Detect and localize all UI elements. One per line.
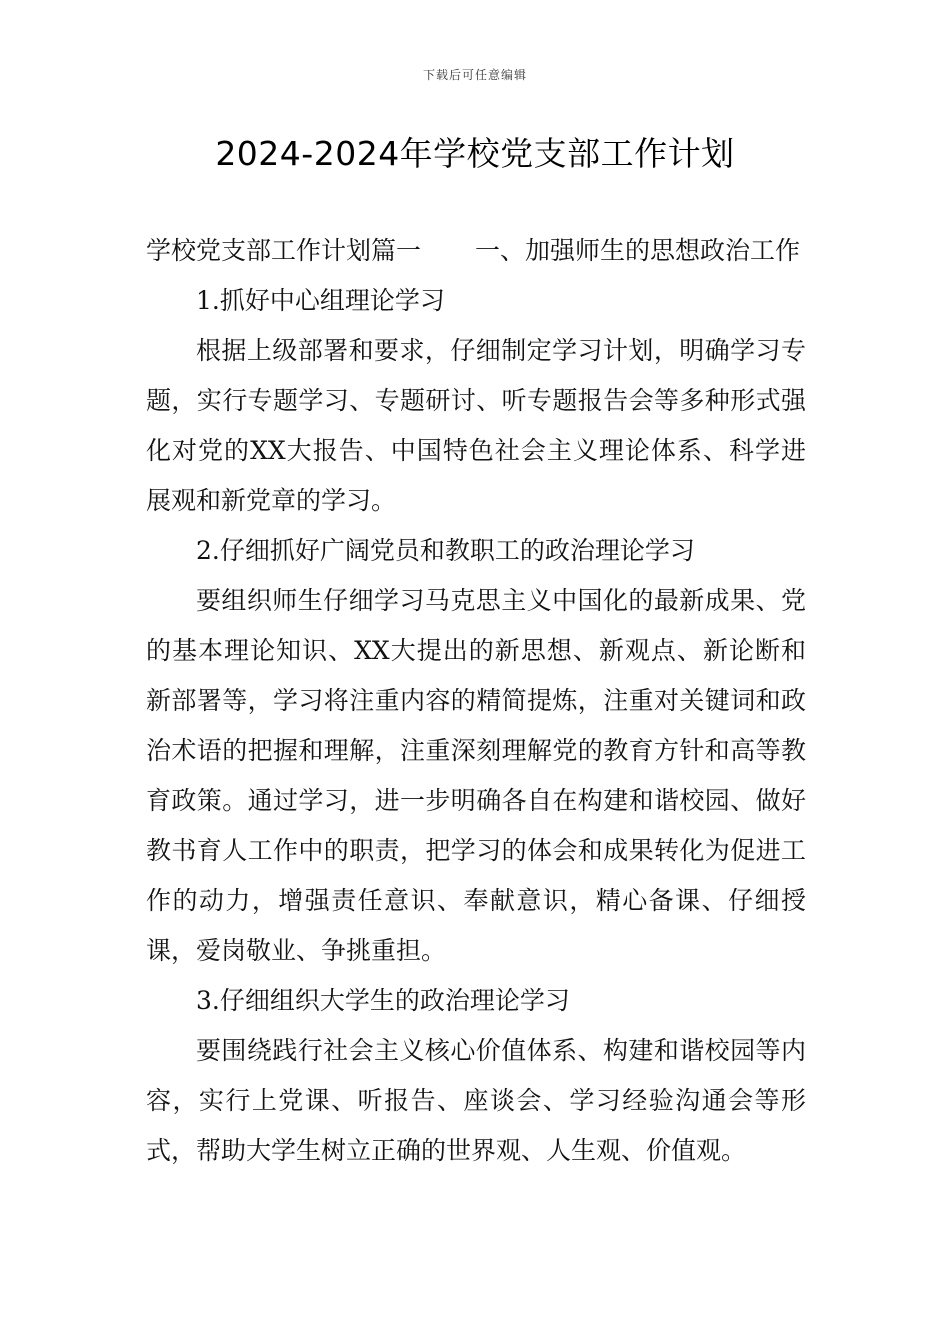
paragraph-1: 根据上级部署和要求，仔细制定学习计划，明确学习专题，实行专题学习、专题研讨、听专题报告会等多种形式强化对党的XX大报告、中国特色社会主义理论体系、科学进展观和新党章的学习。 xyxy=(146,336,806,515)
document-title: 2024-2024年学校党支部工作计划 xyxy=(215,134,735,173)
intro-part2: 一、加强师生的思想政治工作 xyxy=(475,236,801,265)
paragraph-3: 要围绕践行社会主义核心价值体系、构建和谐校园等内容，实行上党课、听报告、座谈会、学习经验沟通会等形式，帮助大学生树立正确的世界观、人生观、价值观。 xyxy=(146,1036,806,1165)
intro-paragraph xyxy=(146,226,806,276)
document-body xyxy=(146,226,806,1176)
paragraph-2: 要组织师生仔细学习马克思主义中国化的最新成果、党的基本理论知识、XX大提出的新思想、新观点、新论断和新部署等，学习将注重内容的精简提炼，注重对关键词和政治术语的把握和理解，注重深刻理解党的教育方针和高等教育政策。通过学习，进一步明确各自在构建和谐校园、做好教书育人工作中的职责，把学习的体会和成果转化为促进工作的动力，增强责任意识、奉献意识，精心备课、仔细授课，爱岗敬业、争挑重担。 xyxy=(146,586,806,965)
header-note: 下载后可任意编辑 xyxy=(422,68,527,82)
intro-part1: 学校党支部工作计划篇一 xyxy=(146,236,422,265)
section-heading-3: 3.仔细组织大学生的政治理论学习 xyxy=(196,986,570,1015)
section-heading-2: 2.仔细抓好广阔党员和教职工的政治理论学习 xyxy=(196,536,695,565)
section-heading-1: 1.抓好中心组理论学习 xyxy=(196,286,445,315)
